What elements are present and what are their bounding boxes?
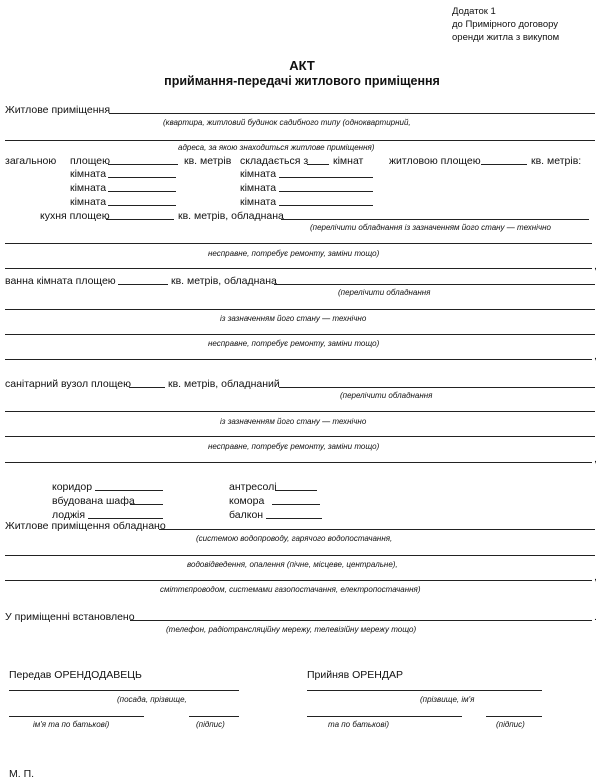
lessor-sign-hint: (підпис) — [196, 720, 225, 729]
lessee-name-line-2[interactable] — [307, 716, 462, 717]
loggia-label: лоджія — [52, 509, 86, 521]
total-area-line[interactable] — [108, 164, 178, 165]
equipment-hint-2: водовідведення, опалення (пічне, місцеве, центральне), — [187, 560, 398, 569]
bathroom-area-line[interactable] — [118, 284, 168, 285]
sqm-label-2: кв. метрів: — [531, 155, 582, 167]
toilet-hint-3: несправне, потребує ремонту, заміни тощо) — [208, 442, 380, 451]
lessee-sign-hint: (підпис) — [496, 720, 525, 729]
loggia-area-line[interactable] — [88, 518, 163, 519]
mezzanine-area-line[interactable] — [275, 490, 317, 491]
room-label: кімната — [70, 168, 107, 180]
area-label: площею — [70, 155, 111, 167]
balcony-area-line[interactable] — [266, 518, 322, 519]
lessor-name-line[interactable] — [9, 716, 144, 717]
toilet-area-line[interactable] — [129, 387, 165, 388]
lessor-label: Передав ОРЕНДОДАВЕЦЬ — [9, 669, 142, 681]
lessee-hint-2: та по батькові) — [328, 720, 389, 729]
kitchen-equipment-line-3[interactable] — [5, 268, 592, 269]
pantry-area-line[interactable] — [272, 504, 320, 505]
toilet-equipment-line[interactable] — [279, 387, 595, 388]
annex-line-3: оренди житла з викупом — [452, 32, 560, 43]
corridor-area-line[interactable] — [95, 490, 163, 491]
lessee-signature-line[interactable] — [486, 716, 542, 717]
equipment-hint-1: (системою водопроводу, гарячого водопостачання, — [196, 534, 393, 543]
room-label: кімната — [240, 168, 277, 180]
toilet-label: санітарний вузол площею — [5, 378, 131, 390]
toilet-equipment-line-3[interactable] — [5, 436, 595, 437]
period: . — [594, 611, 597, 623]
premises-line[interactable] — [109, 113, 595, 114]
bathroom-equipment-line-3[interactable] — [5, 334, 595, 335]
kitchen-equipment-line[interactable] — [281, 219, 589, 220]
room-area-line[interactable] — [108, 191, 176, 192]
equipment-line-3[interactable] — [5, 580, 592, 581]
pantry-label: комора — [229, 495, 265, 507]
rooms-count-line[interactable] — [307, 164, 329, 165]
seal-place: М. П. — [9, 768, 35, 780]
kitchen-hint-2: несправне, потребує ремонту, заміни тощо) — [208, 249, 380, 258]
bathroom-hint-2: із зазначенням його стану — технічно — [220, 314, 367, 323]
installed-label: У приміщенні встановлено — [5, 611, 135, 623]
room-area-line[interactable] — [279, 191, 373, 192]
equipment-line[interactable] — [159, 529, 595, 530]
toilet-equipment-line-4[interactable] — [5, 462, 592, 463]
toilet-hint-2: із зазначенням його стану — технічно — [220, 417, 367, 426]
bathroom-equipment-line-2[interactable] — [5, 309, 595, 310]
document-title: АКТ — [289, 58, 315, 73]
bathroom-equipment-line[interactable] — [274, 284, 595, 285]
bathroom-hint-3: несправне, потребує ремонту, заміни тощо) — [208, 339, 380, 348]
living-area-line[interactable] — [481, 164, 527, 165]
rooms-label: кімнат — [333, 155, 364, 167]
lessor-hint-1: (посада, прізвище, — [117, 695, 187, 704]
bathroom-equipment-line-4[interactable] — [5, 359, 592, 360]
room-label: кімната — [240, 196, 277, 208]
toilet-hint-1: (перелічити обладнання — [340, 391, 433, 400]
bathroom-label: ванна кімната площею — [5, 275, 116, 287]
kitchen-area-line[interactable] — [106, 219, 174, 220]
room-area-line[interactable] — [108, 177, 176, 178]
document-subtitle: приймання-передачі житлового приміщення — [164, 74, 440, 88]
general-label: загальною — [5, 155, 57, 167]
premises-hint-2: адреса, за якою знаходиться житлове приміщення) — [178, 143, 375, 152]
equipment-hint-3: сміттєпроводом, системами газопостачання, електропостачання) — [160, 585, 421, 594]
toilet-equipped-label: кв. метрів, обладнаний — [168, 378, 280, 390]
wardrobe-label: вбудована шафа — [52, 495, 135, 507]
lessee-name-line[interactable] — [307, 690, 542, 691]
comma: , — [594, 260, 597, 272]
room-label: кімната — [240, 182, 277, 194]
kitchen-label: кухня площею — [40, 210, 110, 222]
kitchen-hint-1: (перелічити обладнання із зазначенням його стану — технічно — [310, 223, 551, 232]
bathroom-hint-1: (перелічити обладнання — [338, 288, 431, 297]
premises-hint-1: (квартира, житловий будинок садибного типу (одноквартирний, — [163, 118, 411, 127]
comma: , — [594, 350, 597, 362]
mezzanine-label: антресолі — [229, 481, 277, 493]
installed-line[interactable] — [130, 620, 592, 621]
installed-hint: (телефон, радіотрансляційну мережу, телевізійну мережу тощо) — [166, 625, 417, 634]
kitchen-equipment-line-2[interactable] — [5, 243, 592, 244]
lessor-signature-line[interactable] — [189, 716, 239, 717]
lessee-hint-1: (прізвище, ім'я — [420, 695, 475, 704]
bathroom-equipped-label: кв. метрів, обладнана — [171, 275, 277, 287]
balcony-label: балкон — [229, 509, 264, 521]
toilet-equipment-line-2[interactable] — [5, 411, 595, 412]
annex-line-2: до Примірного договору — [452, 19, 559, 30]
lessor-position-line[interactable] — [9, 690, 239, 691]
annex-line-1: Додаток 1 — [452, 6, 496, 17]
lessee-label: Прийняв ОРЕНДАР — [307, 669, 403, 681]
premises-address-line[interactable] — [5, 140, 595, 141]
equipment-line-2[interactable] — [5, 555, 595, 556]
room-label: кімната — [70, 182, 107, 194]
lessor-hint-2: ім'я та по батькові) — [33, 720, 110, 729]
room-area-line[interactable] — [279, 177, 373, 178]
kitchen-equipped-label: кв. метрів, обладнана — [178, 210, 284, 222]
premises-label: Житлове приміщення — [5, 104, 111, 116]
annex-note — [452, 5, 559, 44]
living-area-label: житловою площею — [389, 155, 481, 167]
wardrobe-area-line[interactable] — [130, 504, 163, 505]
equipment-label: Житлове приміщення обладнано — [5, 520, 166, 532]
room-label: кімната — [70, 196, 107, 208]
consists-label: складається з — [240, 155, 309, 167]
comma: , — [594, 453, 597, 465]
room-area-line[interactable] — [108, 205, 176, 206]
sqm-label: кв. метрів — [184, 155, 232, 167]
comma: , — [594, 571, 597, 583]
room-area-line[interactable] — [279, 205, 373, 206]
corridor-label: коридор — [52, 481, 93, 493]
